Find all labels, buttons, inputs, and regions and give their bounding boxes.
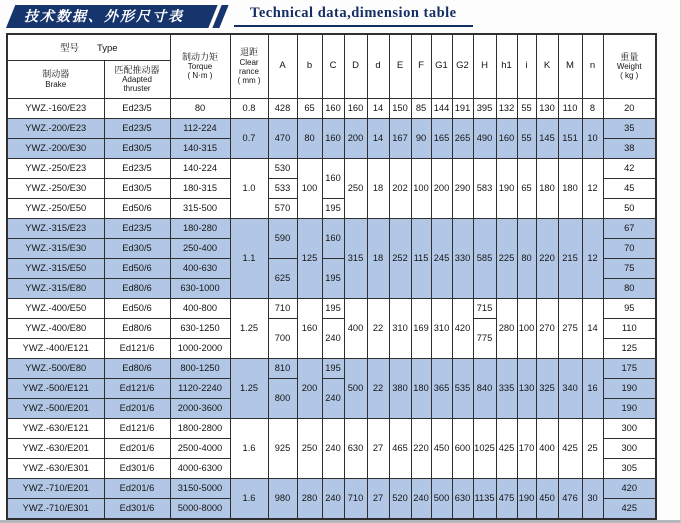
value-cell: 18 — [367, 218, 389, 298]
value-cell: 305 — [603, 458, 656, 478]
value-cell: 530 — [268, 158, 297, 178]
table-header — [7, 34, 656, 98]
value-cell: 3150-5000 — [170, 478, 230, 498]
value-cell: Ed201/6 — [104, 398, 170, 418]
value-cell: 165 — [431, 118, 452, 158]
value-cell: Ed301/6 — [104, 498, 170, 519]
value-cell: 195 — [322, 358, 344, 378]
value-cell: 450 — [536, 478, 558, 519]
value-cell: 190 — [603, 398, 656, 418]
table-row — [7, 418, 656, 438]
value-cell: 630-1000 — [170, 278, 230, 298]
value-cell: 14 — [367, 118, 389, 158]
value-cell: Ed201/6 — [104, 438, 170, 458]
value-cell: 1000-2000 — [170, 338, 230, 358]
value-cell: 925 — [268, 418, 297, 478]
value-cell: 180-280 — [170, 218, 230, 238]
model-cell: YWZ.-315/E30 — [7, 238, 104, 258]
value-cell: 200 — [297, 358, 322, 418]
value-cell: 400 — [344, 298, 367, 358]
value-cell: 250 — [344, 158, 367, 218]
value-cell: 500 — [431, 478, 452, 519]
value-cell: 160 — [322, 158, 344, 198]
value-cell: 85 — [411, 98, 431, 118]
value-cell: 50 — [603, 198, 656, 218]
model-cell: YWZ.-400/E80 — [7, 318, 104, 338]
model-cell: YWZ.-710/E201 — [7, 478, 104, 498]
value-cell: 490 — [473, 118, 496, 158]
model-cell: YWZ.-400/E50 — [7, 298, 104, 318]
value-cell: 65 — [517, 158, 536, 218]
value-cell: 195 — [322, 198, 344, 218]
value-cell: 470 — [268, 118, 297, 158]
value-cell: 38 — [603, 138, 656, 158]
value-cell: 130 — [517, 358, 536, 418]
value-cell: 144 — [431, 98, 452, 118]
value-cell: 810 — [268, 358, 297, 378]
value-cell: 190 — [496, 158, 517, 218]
table-row — [7, 218, 656, 238]
header-dim-n: n — [582, 34, 603, 98]
model-cell: YWZ.-315/E50 — [7, 258, 104, 278]
value-cell: 1135 — [473, 478, 496, 519]
model-cell: YWZ.-250/E23 — [7, 158, 104, 178]
value-cell: 1.6 — [230, 478, 268, 519]
value-cell: 100 — [517, 298, 536, 358]
value-cell: 245 — [431, 218, 452, 298]
value-cell: 27 — [367, 478, 389, 519]
value-cell: 80 — [297, 118, 322, 158]
header-torque-unit: ( N·m ) — [187, 71, 213, 81]
model-cell: YWZ.-400/E121 — [7, 338, 104, 358]
value-cell: 1.25 — [230, 298, 268, 358]
value-cell: 160 — [496, 118, 517, 158]
value-cell: 250-400 — [170, 238, 230, 258]
value-cell: 65 — [297, 98, 322, 118]
value-cell: 8 — [582, 98, 603, 118]
table-row — [7, 478, 656, 498]
value-cell: 132 — [496, 98, 517, 118]
value-cell: 630-1250 — [170, 318, 230, 338]
header-torque-en: Torque — [187, 62, 213, 72]
value-cell: 145 — [536, 118, 558, 158]
value-cell: 12 — [582, 218, 603, 298]
value-cell: 252 — [389, 218, 411, 298]
value-cell: 400-630 — [170, 258, 230, 278]
header-clearance-unit: ( mm ) — [237, 76, 261, 86]
value-cell: 10 — [582, 118, 603, 158]
header-weight — [603, 34, 656, 98]
value-cell: 70 — [603, 238, 656, 258]
value-cell: 500 — [344, 358, 367, 418]
value-cell: 265 — [452, 118, 473, 158]
value-cell: 160 — [297, 298, 322, 358]
value-cell: 195 — [322, 298, 344, 318]
header-weight-unit: ( kg ) — [620, 71, 639, 81]
value-cell: 840 — [473, 358, 496, 418]
value-cell: 14 — [367, 98, 389, 118]
value-cell: 425 — [496, 418, 517, 478]
value-cell: 160 — [322, 218, 344, 258]
value-cell: 1.25 — [230, 358, 268, 418]
value-cell: 22 — [367, 298, 389, 358]
value-cell: 310 — [431, 298, 452, 358]
value-cell: 125 — [603, 338, 656, 358]
table-container — [6, 33, 674, 520]
value-cell: 55 — [517, 98, 536, 118]
value-cell: 300 — [603, 438, 656, 458]
value-cell: 167 — [389, 118, 411, 158]
value-cell: 240 — [322, 478, 344, 519]
value-cell: 275 — [558, 298, 582, 358]
header-thruster — [104, 60, 170, 98]
value-cell: 160 — [344, 98, 367, 118]
value-cell: 1.1 — [230, 218, 268, 298]
value-cell: 160 — [322, 118, 344, 158]
value-cell: 700 — [268, 318, 297, 358]
value-cell: 280 — [496, 298, 517, 358]
header-thruster-en2: thruster — [123, 84, 151, 94]
value-cell: 1025 — [473, 418, 496, 478]
value-cell: 428 — [268, 98, 297, 118]
value-cell: 55 — [517, 118, 536, 158]
value-cell: 2500-4000 — [170, 438, 230, 458]
model-cell: YWZ.-630/E201 — [7, 438, 104, 458]
model-cell: YWZ.-250/E50 — [7, 198, 104, 218]
header-dim-H: H — [473, 34, 496, 98]
value-cell: 240 — [322, 318, 344, 358]
header-type — [7, 34, 170, 60]
value-cell: Ed121/6 — [104, 338, 170, 358]
value-cell: 775 — [473, 318, 496, 358]
value-cell: Ed23/5 — [104, 98, 170, 118]
value-cell: Ed80/6 — [104, 318, 170, 338]
value-cell: 12 — [582, 158, 603, 218]
value-cell: 1.6 — [230, 418, 268, 478]
value-cell: 200 — [431, 158, 452, 218]
model-cell: YWZ.-630/E121 — [7, 418, 104, 438]
value-cell: 20 — [603, 98, 656, 118]
value-cell: 67 — [603, 218, 656, 238]
header-torque-cn: 制动力矩 — [181, 51, 218, 62]
value-cell: 310 — [389, 298, 411, 358]
model-cell: YWZ.-160/E23 — [7, 98, 104, 118]
value-cell: 225 — [496, 218, 517, 298]
value-cell: 100 — [297, 158, 322, 218]
header-brake-cn: 制动器 — [42, 69, 70, 80]
value-cell: 180 — [558, 158, 582, 218]
value-cell: 195 — [322, 258, 344, 298]
header-dim-D: D — [344, 34, 367, 98]
value-cell: 160 — [322, 98, 344, 118]
header-dim-K: K — [536, 34, 558, 98]
value-cell: 520 — [389, 478, 411, 519]
value-cell: 90 — [411, 118, 431, 158]
value-cell: 600 — [452, 418, 473, 478]
value-cell: 800-1250 — [170, 358, 230, 378]
header-dim-M: M — [558, 34, 582, 98]
value-cell: 220 — [536, 218, 558, 298]
banner-title-cn-box — [6, 5, 202, 28]
value-cell: Ed23/5 — [104, 218, 170, 238]
header-clearance-en1: Clear — [239, 57, 259, 67]
value-cell: Ed80/6 — [104, 358, 170, 378]
value-cell: 290 — [452, 158, 473, 218]
value-cell: 570 — [268, 198, 297, 218]
model-cell: YWZ.-500/E121 — [7, 378, 104, 398]
value-cell: 150 — [389, 98, 411, 118]
value-cell: 425 — [558, 418, 582, 478]
value-cell: 0.7 — [230, 118, 268, 158]
value-cell: 365 — [431, 358, 452, 418]
banner-stripes-decoration — [206, 5, 228, 28]
model-cell: YWZ.-315/E80 — [7, 278, 104, 298]
header-torque — [170, 34, 230, 98]
banner-title-cn: 技术数据、外形尺寸表 — [24, 7, 184, 24]
value-cell: 465 — [389, 418, 411, 478]
value-cell: Ed301/6 — [104, 458, 170, 478]
value-cell: 630 — [452, 478, 473, 519]
value-cell: 533 — [268, 178, 297, 198]
value-cell: 280 — [297, 478, 322, 519]
value-cell: 80 — [170, 98, 230, 118]
value-cell: 585 — [473, 218, 496, 298]
value-cell: 2000-3600 — [170, 398, 230, 418]
value-cell: 800 — [268, 378, 297, 418]
value-cell: 190 — [517, 478, 536, 519]
value-cell: 27 — [367, 418, 389, 478]
header-dim-d: d — [367, 34, 389, 98]
header-type-en: Type — [96, 43, 118, 55]
value-cell: 475 — [496, 478, 517, 519]
value-cell: 240 — [322, 418, 344, 478]
model-cell: YWZ.-500/E201 — [7, 398, 104, 418]
value-cell: Ed121/6 — [104, 378, 170, 398]
technical-data-table — [6, 33, 657, 520]
value-cell: Ed30/5 — [104, 138, 170, 158]
table-row — [7, 298, 656, 318]
header-dim-G2: G2 — [452, 34, 473, 98]
value-cell: 112-224 — [170, 118, 230, 138]
header-brake-en: Brake — [45, 79, 67, 89]
value-cell: 630 — [344, 418, 367, 478]
value-cell: Ed201/6 — [104, 478, 170, 498]
value-cell: 200 — [344, 118, 367, 158]
value-cell: 715 — [473, 298, 496, 318]
value-cell: 140-224 — [170, 158, 230, 178]
value-cell: 395 — [473, 98, 496, 118]
value-cell: Ed30/5 — [104, 238, 170, 258]
value-cell: 180-315 — [170, 178, 230, 198]
value-cell: 110 — [558, 98, 582, 118]
model-cell: YWZ.-500/E80 — [7, 358, 104, 378]
value-cell: 75 — [603, 258, 656, 278]
table-body — [7, 98, 656, 519]
header-dim-G1: G1 — [431, 34, 452, 98]
value-cell: 45 — [603, 178, 656, 198]
value-cell: 202 — [389, 158, 411, 218]
value-cell: 215 — [558, 218, 582, 298]
value-cell: 420 — [452, 298, 473, 358]
value-cell: 5000-8000 — [170, 498, 230, 519]
value-cell: 300 — [603, 418, 656, 438]
header-thruster-cn: 匹配推动器 — [114, 64, 160, 75]
value-cell: 535 — [452, 358, 473, 418]
value-cell: 16 — [582, 358, 603, 418]
value-cell: 583 — [473, 158, 496, 218]
header-clearance — [230, 34, 268, 98]
value-cell: 151 — [558, 118, 582, 158]
header-type-cn: 型号 — [59, 43, 79, 55]
value-cell: 315 — [344, 218, 367, 298]
value-cell: 315-500 — [170, 198, 230, 218]
banner-title-en: Technical data,dimension table — [234, 5, 473, 27]
value-cell: Ed23/5 — [104, 158, 170, 178]
value-cell: 14 — [582, 298, 603, 358]
value-cell: 170 — [517, 418, 536, 478]
value-cell: 250 — [297, 418, 322, 478]
header-dim-h1: h1 — [496, 34, 517, 98]
header-dim-A: A — [268, 34, 297, 98]
value-cell: 710 — [344, 478, 367, 519]
header-brake — [7, 60, 104, 98]
value-cell: 335 — [496, 358, 517, 418]
value-cell: Ed50/6 — [104, 258, 170, 278]
value-cell: 400 — [536, 418, 558, 478]
model-cell: YWZ.-200/E30 — [7, 138, 104, 158]
value-cell: 590 — [268, 218, 297, 258]
value-cell: 191 — [452, 98, 473, 118]
value-cell: 169 — [411, 298, 431, 358]
header-dim-i: i — [517, 34, 536, 98]
value-cell: 380 — [389, 358, 411, 418]
value-cell: 18 — [367, 158, 389, 218]
value-cell: Ed80/6 — [104, 278, 170, 298]
value-cell: Ed23/5 — [104, 118, 170, 138]
value-cell: 80 — [603, 278, 656, 298]
value-cell: 1.0 — [230, 158, 268, 218]
value-cell: 220 — [411, 418, 431, 478]
value-cell: 710 — [268, 298, 297, 318]
value-cell: Ed30/5 — [104, 178, 170, 198]
model-cell: YWZ.-315/E23 — [7, 218, 104, 238]
banner — [6, 3, 674, 29]
value-cell: 1800-2800 — [170, 418, 230, 438]
value-cell: 115 — [411, 218, 431, 298]
header-dim-E: E — [389, 34, 411, 98]
header-weight-en: Weight — [616, 62, 642, 72]
value-cell: 140-315 — [170, 138, 230, 158]
header-clearance-en2: rance — [238, 66, 259, 76]
value-cell: 400-800 — [170, 298, 230, 318]
value-cell: 175 — [603, 358, 656, 378]
header-thruster-en1: Adapted — [122, 74, 152, 84]
table-row — [7, 158, 656, 178]
model-cell: YWZ.-630/E301 — [7, 458, 104, 478]
table-row — [7, 358, 656, 378]
header-clearance-cn: 退距 — [239, 47, 258, 58]
value-cell: 980 — [268, 478, 297, 519]
value-cell: 25 — [582, 418, 603, 478]
value-cell: 130 — [536, 98, 558, 118]
value-cell: 180 — [536, 158, 558, 218]
table-row — [7, 118, 656, 138]
value-cell: 125 — [297, 218, 322, 298]
value-cell: 100 — [411, 158, 431, 218]
value-cell: 425 — [603, 498, 656, 519]
header-dim-C: C — [322, 34, 344, 98]
value-cell: 1120-2240 — [170, 378, 230, 398]
value-cell: 240 — [322, 378, 344, 418]
value-cell: 625 — [268, 258, 297, 298]
value-cell: 476 — [558, 478, 582, 519]
value-cell: 35 — [603, 118, 656, 138]
value-cell: 110 — [603, 318, 656, 338]
value-cell: Ed50/6 — [104, 298, 170, 318]
value-cell: 190 — [603, 378, 656, 398]
value-cell: 340 — [558, 358, 582, 418]
table-row — [7, 98, 656, 118]
value-cell: 240 — [411, 478, 431, 519]
value-cell: 325 — [536, 358, 558, 418]
header-dim-F: F — [411, 34, 431, 98]
value-cell: 0.8 — [230, 98, 268, 118]
model-cell: YWZ.-250/E30 — [7, 178, 104, 198]
value-cell: 270 — [536, 298, 558, 358]
value-cell: 420 — [603, 478, 656, 498]
value-cell: 180 — [411, 358, 431, 418]
value-cell: 95 — [603, 298, 656, 318]
value-cell: Ed121/6 — [104, 418, 170, 438]
model-cell: YWZ.-710/E301 — [7, 498, 104, 519]
value-cell: 22 — [367, 358, 389, 418]
value-cell: 330 — [452, 218, 473, 298]
value-cell: 4000-6300 — [170, 458, 230, 478]
model-cell: YWZ.-200/E23 — [7, 118, 104, 138]
value-cell: 450 — [431, 418, 452, 478]
value-cell: Ed50/6 — [104, 198, 170, 218]
value-cell: 80 — [517, 218, 536, 298]
value-cell: 42 — [603, 158, 656, 178]
header-dim-b: b — [297, 34, 322, 98]
header-weight-cn: 重量 — [620, 51, 639, 62]
value-cell: 30 — [582, 478, 603, 519]
